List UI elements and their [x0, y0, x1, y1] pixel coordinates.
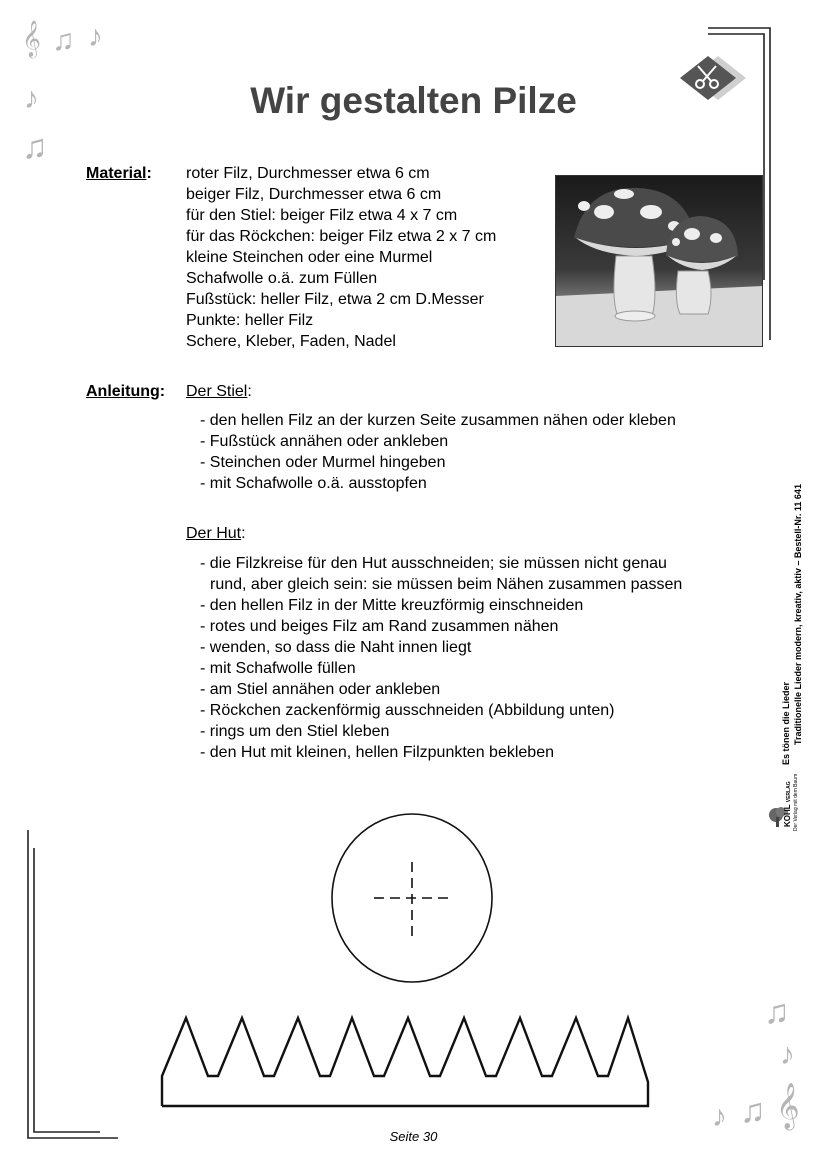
material-item: Punkte: heller Filz — [186, 312, 314, 329]
music-notes-icon: ♫ — [740, 1092, 766, 1130]
hut-heading: Der Hut: — [186, 525, 246, 542]
hut-step: - die Filzkreise für den Hut ausschneiden; sie müssen nicht genau — [200, 555, 667, 572]
hut-step: - Röckchen zackenförmig ausschneiden (Abbildung unten) — [200, 702, 615, 719]
music-notes-icon: 𝄞 — [22, 20, 41, 56]
hat-circle-template — [330, 812, 496, 984]
material-item: für den Stiel: beiger Filz etwa 4 x 7 cm — [186, 207, 458, 224]
hut-step: - rings um den Stiel kleben — [200, 723, 390, 740]
material-item: kleine Steinchen oder eine Murmel — [186, 249, 433, 266]
music-notes-icon: ♫ — [22, 128, 48, 166]
material-item: roter Filz, Durchmesser etwa 6 cm — [186, 165, 430, 182]
series-title: Es tönen die Lieder — [781, 681, 791, 765]
hut-step: rund, aber gleich sein: sie müssen beim Nähen zusammen passen — [210, 576, 683, 593]
music-notes-icon: ♪ — [24, 82, 39, 115]
music-notes-icon: 𝄞 — [776, 1084, 800, 1128]
publisher-tagline: Der Verlag mit dem Baum — [793, 773, 799, 831]
anleitung-label: Anleitung: — [86, 383, 166, 400]
hut-step: - rotes und beiges Filz am Rand zusammen nähen — [200, 618, 559, 635]
mushroom-photo — [555, 175, 763, 347]
stiel-heading: Der Stiel: — [186, 383, 252, 400]
stiel-step: - Steinchen oder Murmel hingeben — [200, 454, 446, 471]
stiel-steps — [200, 410, 676, 494]
hut-step: - wenden, so dass die Naht innen liegt — [200, 639, 472, 656]
material-item: Fußstück: heller Filz, etwa 2 cm D.Messer — [186, 291, 484, 308]
material-item: Schere, Kleber, Faden, Nadel — [186, 333, 396, 350]
book-title: Traditionelle Lieder modern, kreativ, aktiv – Bestell-Nr. 11 641 — [793, 484, 803, 745]
stiel-step: - Fußstück annähen oder ankleben — [200, 433, 449, 450]
music-notes-icon: ♪ — [88, 20, 103, 53]
hut-step: - am Stiel annähen oder ankleben — [200, 681, 441, 698]
music-notes-icon: ♪ — [780, 1038, 795, 1071]
music-notes-icon: ♫ — [52, 24, 75, 57]
music-notes-icon: ♫ — [764, 993, 790, 1031]
hut-step: - mit Schafwolle füllen — [200, 660, 356, 677]
hut-step: - den hellen Filz in der Mitte kreuzförmig einschneiden — [200, 597, 584, 614]
stiel-step: - den hellen Filz an der kurzen Seite zusammen nähen oder kleben — [200, 412, 676, 429]
page-number: Seite 30 — [389, 1129, 438, 1144]
hut-steps — [200, 595, 614, 763]
skirt-zigzag-template — [156, 1010, 656, 1114]
publisher-logo: KOHL VERLAG — [783, 781, 792, 827]
material-label: Material: — [86, 165, 152, 182]
material-item: Schafwolle o.ä. zum Füllen — [186, 270, 378, 287]
publisher-sidebar — [767, 455, 817, 835]
material-item: für das Röckchen: beiger Filz etwa 2 x 7 cm — [186, 228, 497, 245]
stiel-step: - mit Schafwolle o.ä. ausstopfen — [200, 475, 427, 492]
music-notes-icon: ♪ — [712, 1100, 727, 1133]
material-list — [186, 163, 496, 352]
hut-step: - den Hut mit kleinen, hellen Filzpunkten bekleben — [200, 744, 554, 761]
material-item: beiger Filz, Durchmesser etwa 6 cm — [186, 186, 442, 203]
page-title: Wir gestalten Pilze — [250, 80, 577, 121]
